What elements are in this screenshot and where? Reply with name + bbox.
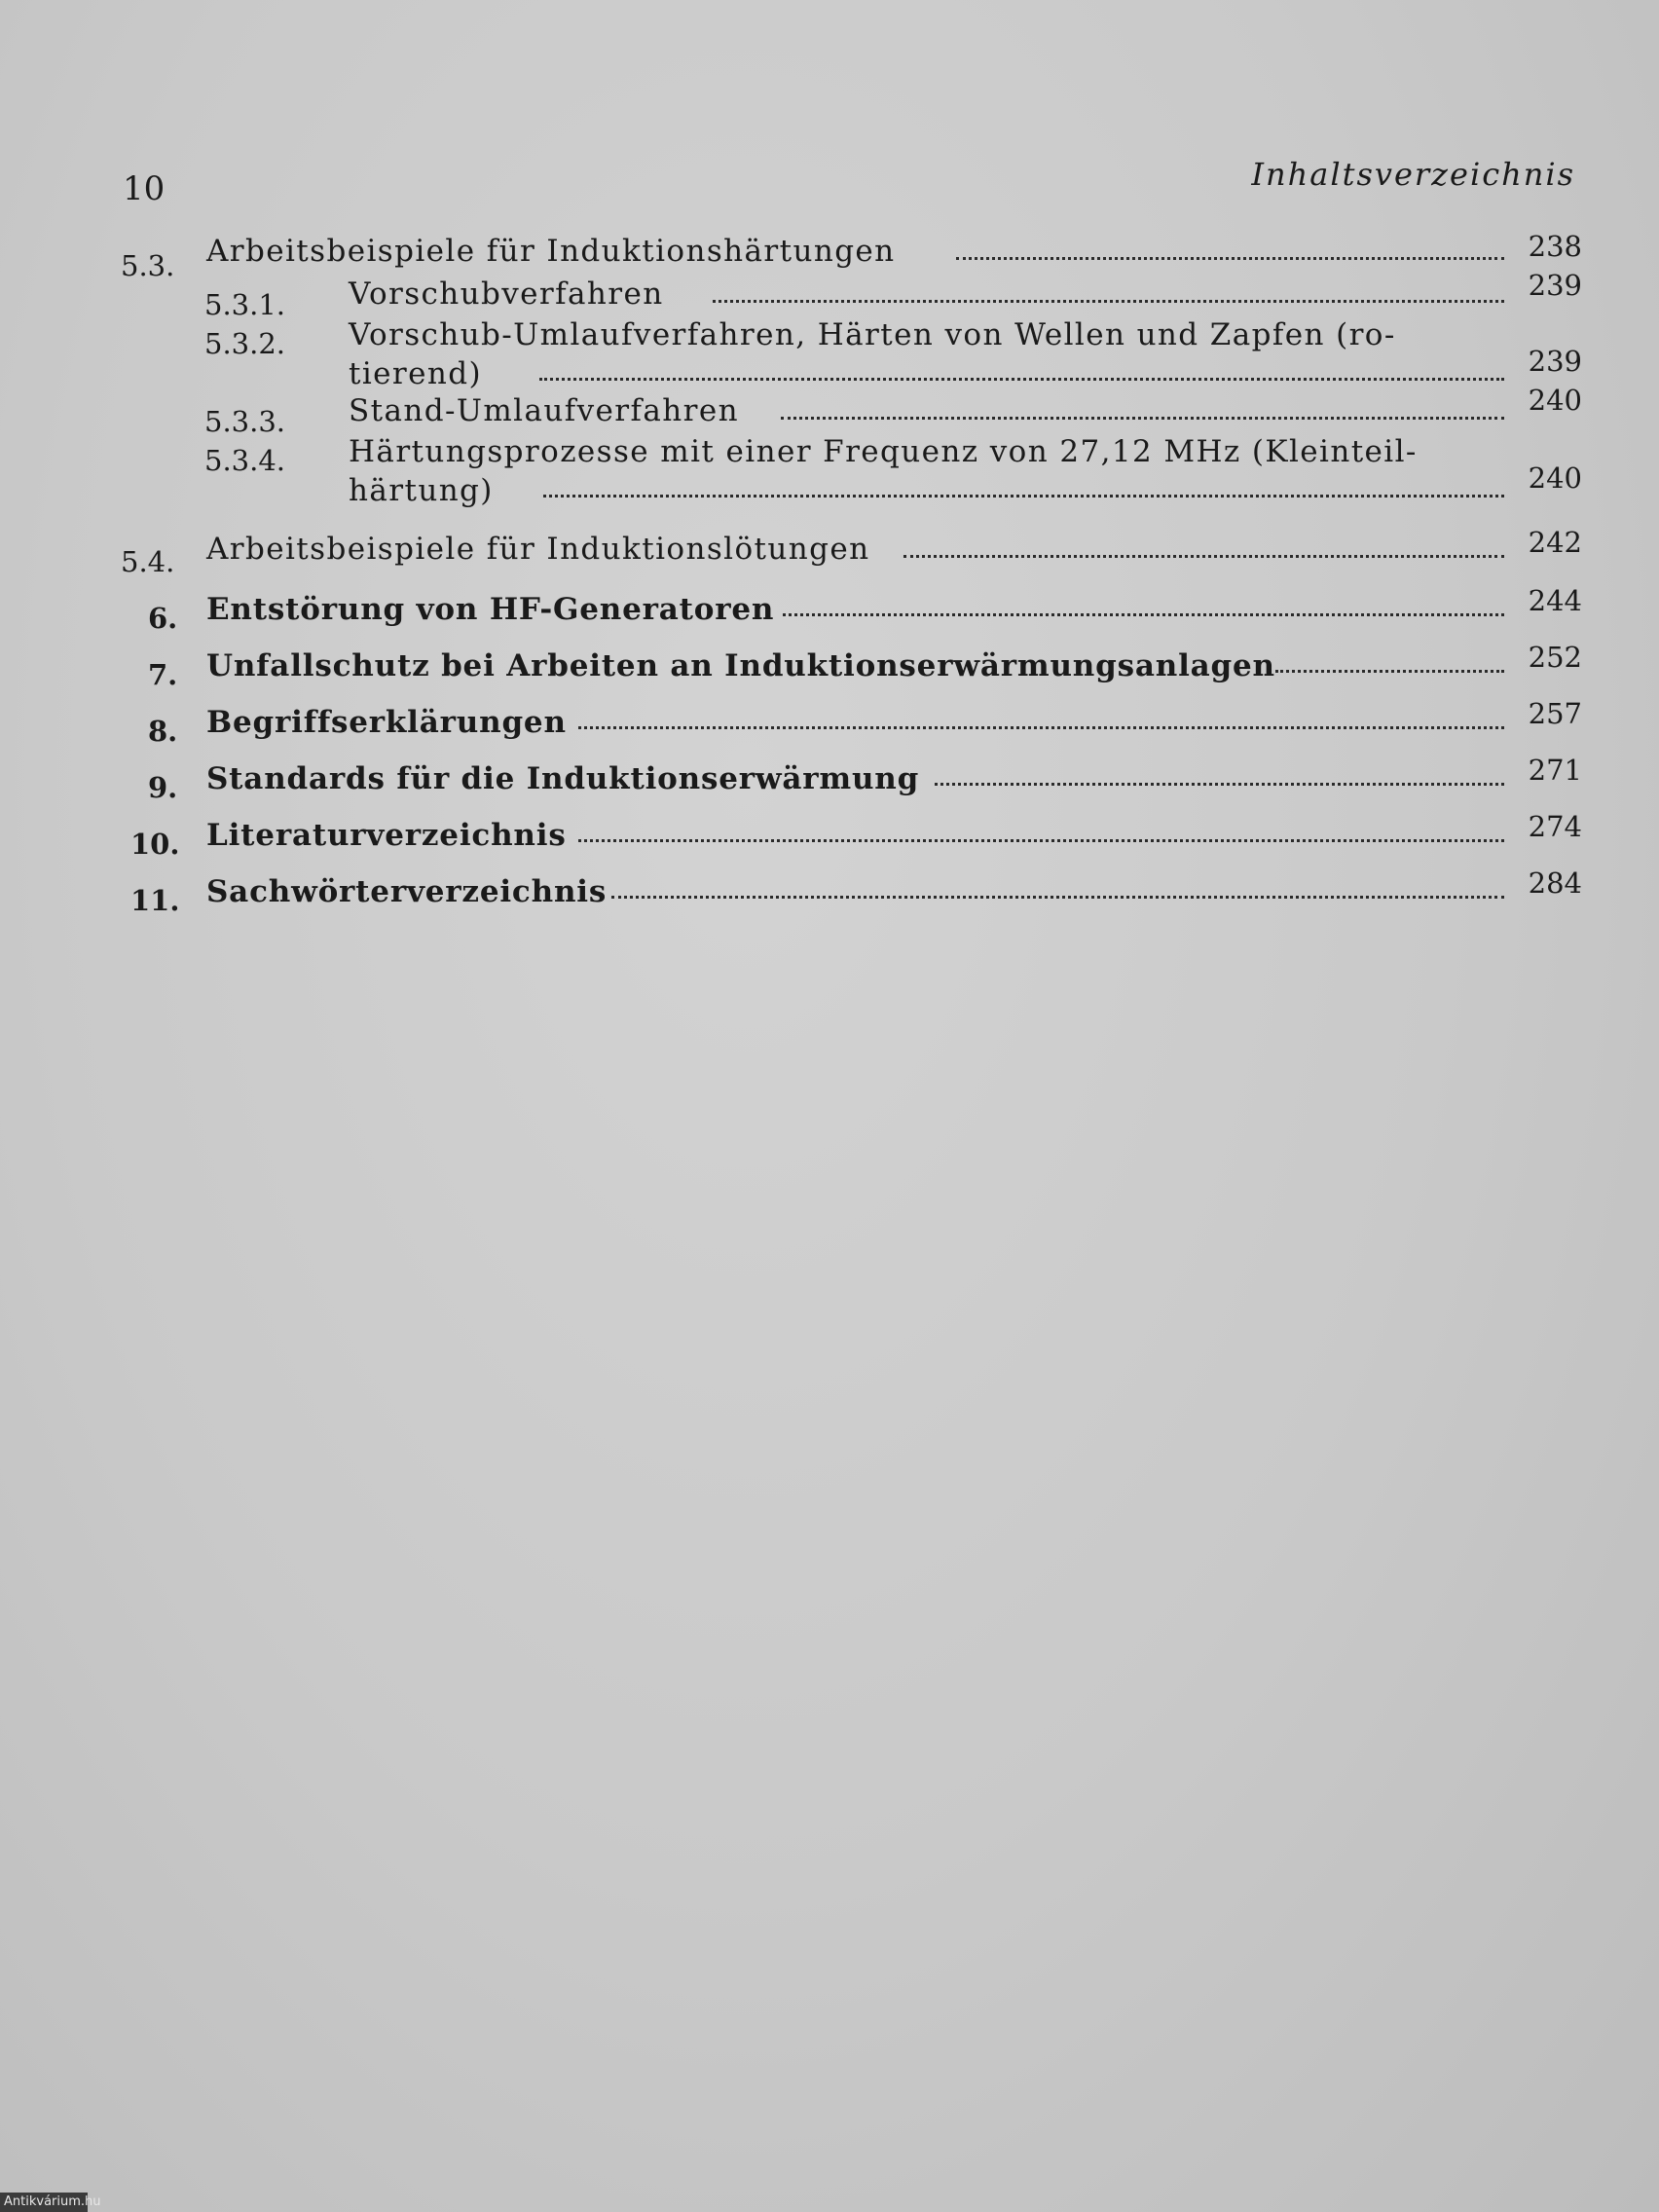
toc-number: 8. (148, 715, 178, 748)
toc-title: Unfallschutz bei Arbeiten an Induktionserwärmungsanlagen (206, 648, 1275, 683)
toc-title: Entstörung von HF-Generatoren (206, 592, 775, 627)
toc-number: 5.3.1. (204, 288, 286, 321)
dot-leader (935, 781, 1504, 786)
dot-leader (956, 255, 1504, 260)
toc-page: 242 (1528, 526, 1582, 559)
toc-number: 9. (148, 771, 178, 804)
toc-page: 257 (1528, 697, 1582, 730)
toc-page: 239 (1528, 269, 1582, 302)
toc-page: 240 (1528, 384, 1582, 417)
dot-leader (578, 724, 1504, 729)
toc-number: 11. (130, 884, 180, 917)
toc-number: 7. (148, 658, 178, 691)
dot-leader (543, 493, 1504, 498)
dot-leader (783, 611, 1504, 616)
dot-leader (903, 553, 1504, 558)
toc-title: Begriffserklärungen (206, 705, 567, 740)
toc-number: 5.3.4. (204, 444, 286, 477)
toc-page: 271 (1528, 754, 1582, 787)
toc-page: 284 (1528, 866, 1582, 900)
toc-page: 252 (1528, 641, 1582, 674)
toc-title: Stand-Umlaufverfahren (349, 393, 739, 428)
toc-number: 5.4. (121, 545, 175, 578)
toc-title: Literaturverzeichnis (206, 818, 567, 853)
toc-page: 244 (1528, 584, 1582, 617)
toc-page: 238 (1528, 230, 1582, 263)
page-number: 10 (123, 169, 166, 208)
toc-title-continued: härtung) (349, 473, 494, 508)
toc-title: Härtungsprozesse mit einer Frequenz von 27,12 MHz (Kleinteil- (349, 434, 1418, 469)
toc-title: Arbeitsbeispiele für Induktionslötungen (206, 532, 870, 567)
running-head: Inhaltsverzeichnis (1251, 156, 1575, 193)
toc-number: 6. (148, 602, 178, 635)
toc-number: 5.3. (121, 249, 175, 282)
dot-leader (578, 837, 1504, 842)
toc-title: Vorschubverfahren (349, 276, 664, 312)
dot-leader (1275, 668, 1504, 673)
toc-title: Standards für die Induktionserwärmung (206, 761, 920, 796)
toc-number: 5.3.2. (204, 327, 286, 360)
watermark-label: Antikvárium.hu (0, 2193, 88, 2212)
toc-page: 274 (1528, 810, 1582, 843)
toc-title: Arbeitsbeispiele für Induktionshärtungen (206, 234, 896, 269)
dot-leader (611, 894, 1504, 899)
toc-number: 10. (130, 828, 180, 861)
dot-leader (539, 376, 1504, 381)
dot-leader (781, 415, 1504, 420)
toc-page: 239 (1528, 345, 1582, 378)
toc-page: 240 (1528, 461, 1582, 495)
toc-title: Sachwörterverzeichnis (206, 874, 608, 909)
toc-number: 5.3.3. (204, 405, 286, 438)
toc-title: Vorschub-Umlaufverfahren, Härten von Wellen und Zapfen (ro- (349, 317, 1396, 352)
toc-title-continued: tierend) (349, 356, 482, 391)
dot-leader (713, 298, 1504, 303)
